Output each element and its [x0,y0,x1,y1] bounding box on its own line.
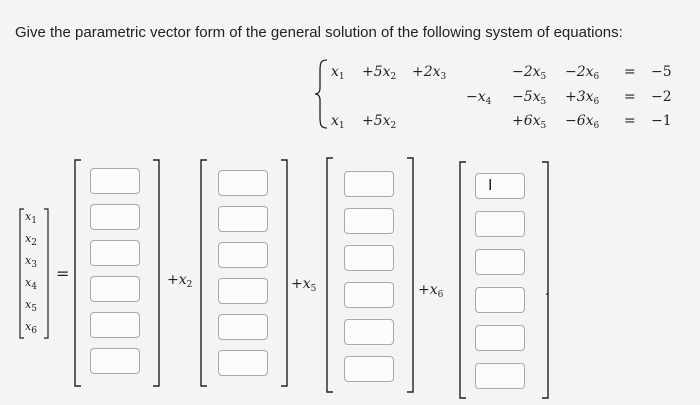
row1-term-x1: $x_1$ [331,64,345,82]
row3-equals: = [624,113,636,129]
x5-vector-entry-5[interactable] [344,319,394,345]
row2-term-x5: $-5x_5$ [512,89,547,107]
x6-vector-entry-2[interactable] [475,211,525,237]
vector-entry-x1: $x_1$ [25,210,37,226]
constant-vector-entry-6[interactable] [90,348,140,374]
i-beam-cursor-icon: I [488,176,493,194]
constant-vector-entry-3[interactable] [90,240,140,266]
x6-vector-entry-5[interactable] [475,325,525,351]
vector-entry-x2: $x_2$ [25,232,37,248]
row2-equals: = [624,89,636,105]
plus-x5-label: $+x_5$ [291,276,317,294]
constant-vector-entry-4[interactable] [90,276,140,302]
vector-entry-x4: $x_4$ [25,276,37,292]
plus-x2-label: $+x_2$ [167,272,193,290]
row3-term-x6: $-6x_6$ [565,113,600,131]
x5-vector-entry-6[interactable] [344,356,394,382]
row3-term-x1: $x_1$ [331,113,345,131]
row1-equals: = [624,64,636,80]
row1-term-x3: $+2x_3$ [412,64,447,82]
row1-rhs: −5 [651,64,672,80]
row3-term-x2: $+5x_2$ [362,113,397,131]
constant-vector-entry-5[interactable] [90,312,140,338]
x2-vector-entry-6[interactable] [218,350,268,376]
row2-term-x4: $-x_4$ [466,89,492,107]
x5-vector-entry-1[interactable] [344,171,394,197]
x6-vector-entry-4[interactable] [475,287,525,313]
question-text: Give the parametric vector form of the general solution of the following system of equations: [15,24,623,41]
x2-vector-entry-1[interactable] [218,170,268,196]
row2-term-x6: $+3x_6$ [565,89,600,107]
row1-term-x2: $+5x_2$ [362,64,397,82]
x6-vector-entry-3[interactable] [475,249,525,275]
x6-vector-entry-1[interactable] [475,173,525,199]
x2-vector-entry-2[interactable] [218,206,268,232]
row3-rhs: −1 [651,113,672,129]
row1-term-x6: $-2x_6$ [565,64,600,82]
vector-entry-x6: $x_6$ [25,320,37,336]
x2-vector-entry-4[interactable] [218,278,268,304]
row1-term-x5: $-2x_5$ [512,64,547,82]
equals-sign: = [56,264,70,283]
final-period: . [545,282,549,298]
x6-vector-entry-6[interactable] [475,363,525,389]
left-brace [312,58,332,130]
row3-term-x5: $+6x_5$ [512,113,547,131]
x2-vector-entry-5[interactable] [218,314,268,340]
x5-vector-entry-3[interactable] [344,245,394,271]
x5-vector-entry-4[interactable] [344,282,394,308]
plus-x6-label: $+x_6$ [418,282,444,300]
vector-entry-x5: $x_5$ [25,298,37,314]
x2-vector-entry-3[interactable] [218,242,268,268]
row2-rhs: −2 [651,89,672,105]
vector-entry-x3: $x_3$ [25,254,37,270]
constant-vector-entry-2[interactable] [90,204,140,230]
x5-vector-entry-2[interactable] [344,208,394,234]
constant-vector-entry-1[interactable] [90,168,140,194]
